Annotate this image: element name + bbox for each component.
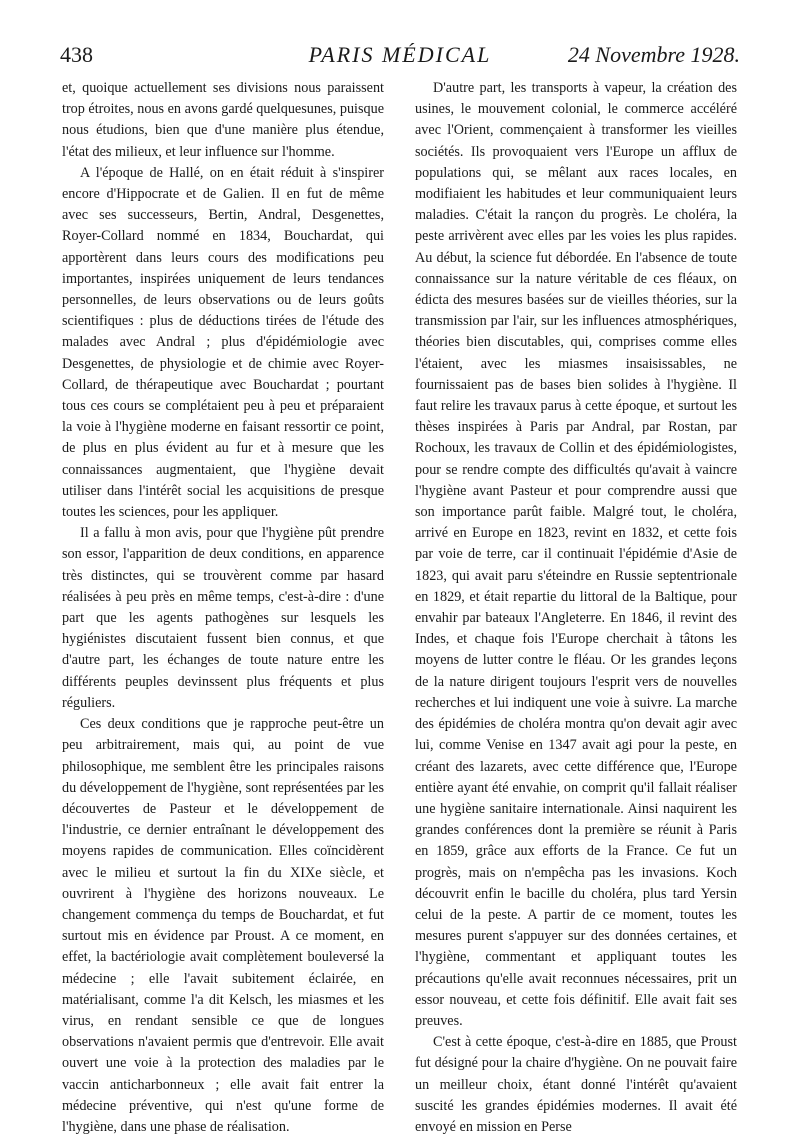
paragraph: C'est à cette époque, c'est-à-dire en 1885, que Proust fut désigné pour la chaire d'hygiène. On ne pouvait faire un meilleur choix, étant donné l'intérêt qu'avaient suscité les grandes épidémies modernes. Il avait été envoyé en mission en Perse <box>415 1034 737 1135</box>
paragraph: D'autre part, les transports à vapeur, la création des usines, le mouvement colonial, le commerce accéléré avec l'Orient, commençaient à transformer les vieilles sociétés. Ils provoquaient vers l'Europe un afflux de populations qui, se mêlant aux races locales, en modifiaient les habitudes et leur communiquaient leurs maladies. C'était la rançon du progrès. Le choléra, la peste arrivèrent avec elles par les voies les plus rapides. Au début, la science fut débordée. En l'absence de toute connaissance sur la nature véritable de ces fléaux, on édicta des mesures basées sur de vieilles théories, sur la transmission par l'air, sur les influences atmosphériques, théories bien discutables, qui, comprises comme elles l'étaient, avec les miasmes insaisissables, ne fournissaient pas de bases bien solides à l'hygiène. Il faut relire les travaux parus à cette époque, et surtout les thèses inspirées à Paris par Andral, par Rostan, par Rochoux, les travaux de Collin et des épidémiologistes, pour se rendre compte des difficultés qu'avait à vaincre l'hygiène avant Pasteur et pour comprendre aussi que son importance parût faible. Malgré tout, le choléra, arrivé en Europe en 1823, revint en 1832, et cette fois par voie de terre, car il continuait l'épidémie d'Asie de 1823, qui avait paru s'éteindre en Russie septentrionale en 1829, et était repartie du littoral de la Baltique, pour envahir par bateaux l'Angleterre. En 1846, il revint des Indes, et chaque fois l'Europe cherchait à tâtons les moyens de lutter contre le fléau. Or les grandes leçons de la nature dirigent toujours l'esprit vers de nouvelles recherches et lui indiquent une voie à suivre. La marche des épidémies de choléra montra qu'on devait agir avec lui, comme Venise en 1347 avait agi pour la peste, en créant des lazarets, avec cette différence que, l'Europe entière ayant été envahie, on comprit qu'il fallait réaliser une hygiène sanitaire internationale. Ainsi naquirent les grandes conférences dont la première se réunit à Paris en 1859, grâce aux efforts de la France. Ce fut un progrès, mais on n'empêcha pas les invasions. Koch découvrit enfin le bacille du choléra, plus tard Yersin celui de la peste. A partir de ce moment, toutes les mesures purent s'appuyer sur des données certaines, et l'hygiène, commentant et appliquant toutes les précautions qu'elle avait reconnues nécessaires, prit un essor nouveau, et cette fois définitif. Elle avait fait ses preuves. <box>415 80 737 1029</box>
paragraph: et, quoique actuellement ses divisions nous paraissent trop étroites, nous en avons gardé quelquesunes, puisque nous étudions, bien que d'une manière plus étendue, l'état des milieux, et leur influence sur l'homme. <box>62 80 384 160</box>
journal-title: PARIS MÉDICAL <box>308 42 492 67</box>
paragraph: Il a fallu à mon avis, pour que l'hygiène pût prendre son essor, l'apparition de deux conditions, en apparence très distinctes, qui se trouvèrent comme par hasard réalisées à peu près en même temps, c'est-à-dire : d'une part que les agents pathogènes sur lesquels les hygiénistes discutaient fussent bien connus, et que d'autre part, les échanges de toute nature entre les différents peuples devinssent plus fréquents et plus réguliers. <box>62 525 384 711</box>
issue-date: 24 Novembre 1928. <box>567 42 740 67</box>
page-header <box>60 40 740 70</box>
left-column <box>62 78 384 1138</box>
paragraph: A l'époque de Hallé, on en était réduit à s'inspirer encore d'Hippocrate et de Galien. Il en fut de même avec ses successeurs, Bertin, Andral, Desgenettes, Royer-Collard nommé en 1834, Bouchardat, qui apportèrent dans leurs cours des modifications peu importantes, inspirées uniquement de leurs tendances personnelles, de leurs observations ou de leurs goûts scientifiques : plus de déductions tirées de l'étude des malades avec Andral ; plus d'épidémiologie avec Desgenettes, de physiologie et de chimie avec Royer-Collard, de thérapeutique avec Bouchardat ; pourtant tous ces cours se complétaient peu à peu et préparaient la voie à l'hygiène moderne en faisant ressortir ce point, de plus en plus évident au fur et à mesure que les connaissances augmentaient, que l'hygiène devait utiliser dans l'intérêt social les acquisitions de presque toutes les sciences, pour les appliquer. <box>62 164 384 521</box>
paragraph: Ces deux conditions que je rapproche peut-être un peu arbitrairement, mais qui, au point de vue philosophique, me semblent être les principales raisons du développement de l'hygiène, sont représentées par les découvertes de Pasteur et le développement de l'industrie, ce dernier entraînant le développement des moyens rapides de communication. Elles coïncidèrent avec le milieu et surtout la fin du XIXe siècle, et ouvrirent à l'hygiène des horizons nouveaux. Le changement commença du temps de Bouchardat, et fut surtout mis en évidence par Proust. A ce moment, en effet, la bactériologie avait complètement bouleversé la médecine ; elle l'avait subitement éclairée, en matérialisant, comme l'a dit Kelsch, les miasmes et les virus, en rendant sensible ce que de longues observations n'avaient permis que d'entrevoir. Elle avait ouvert une voie à la protection des maladies par le vaccin anticharbonneux ; elle avait fait entrer la médecine préventive, qui n'est qu'une forme de l'hygiène, dans une phase de réalisation. <box>62 716 384 1135</box>
page-number: 438 <box>60 42 93 67</box>
right-column <box>415 78 737 1138</box>
